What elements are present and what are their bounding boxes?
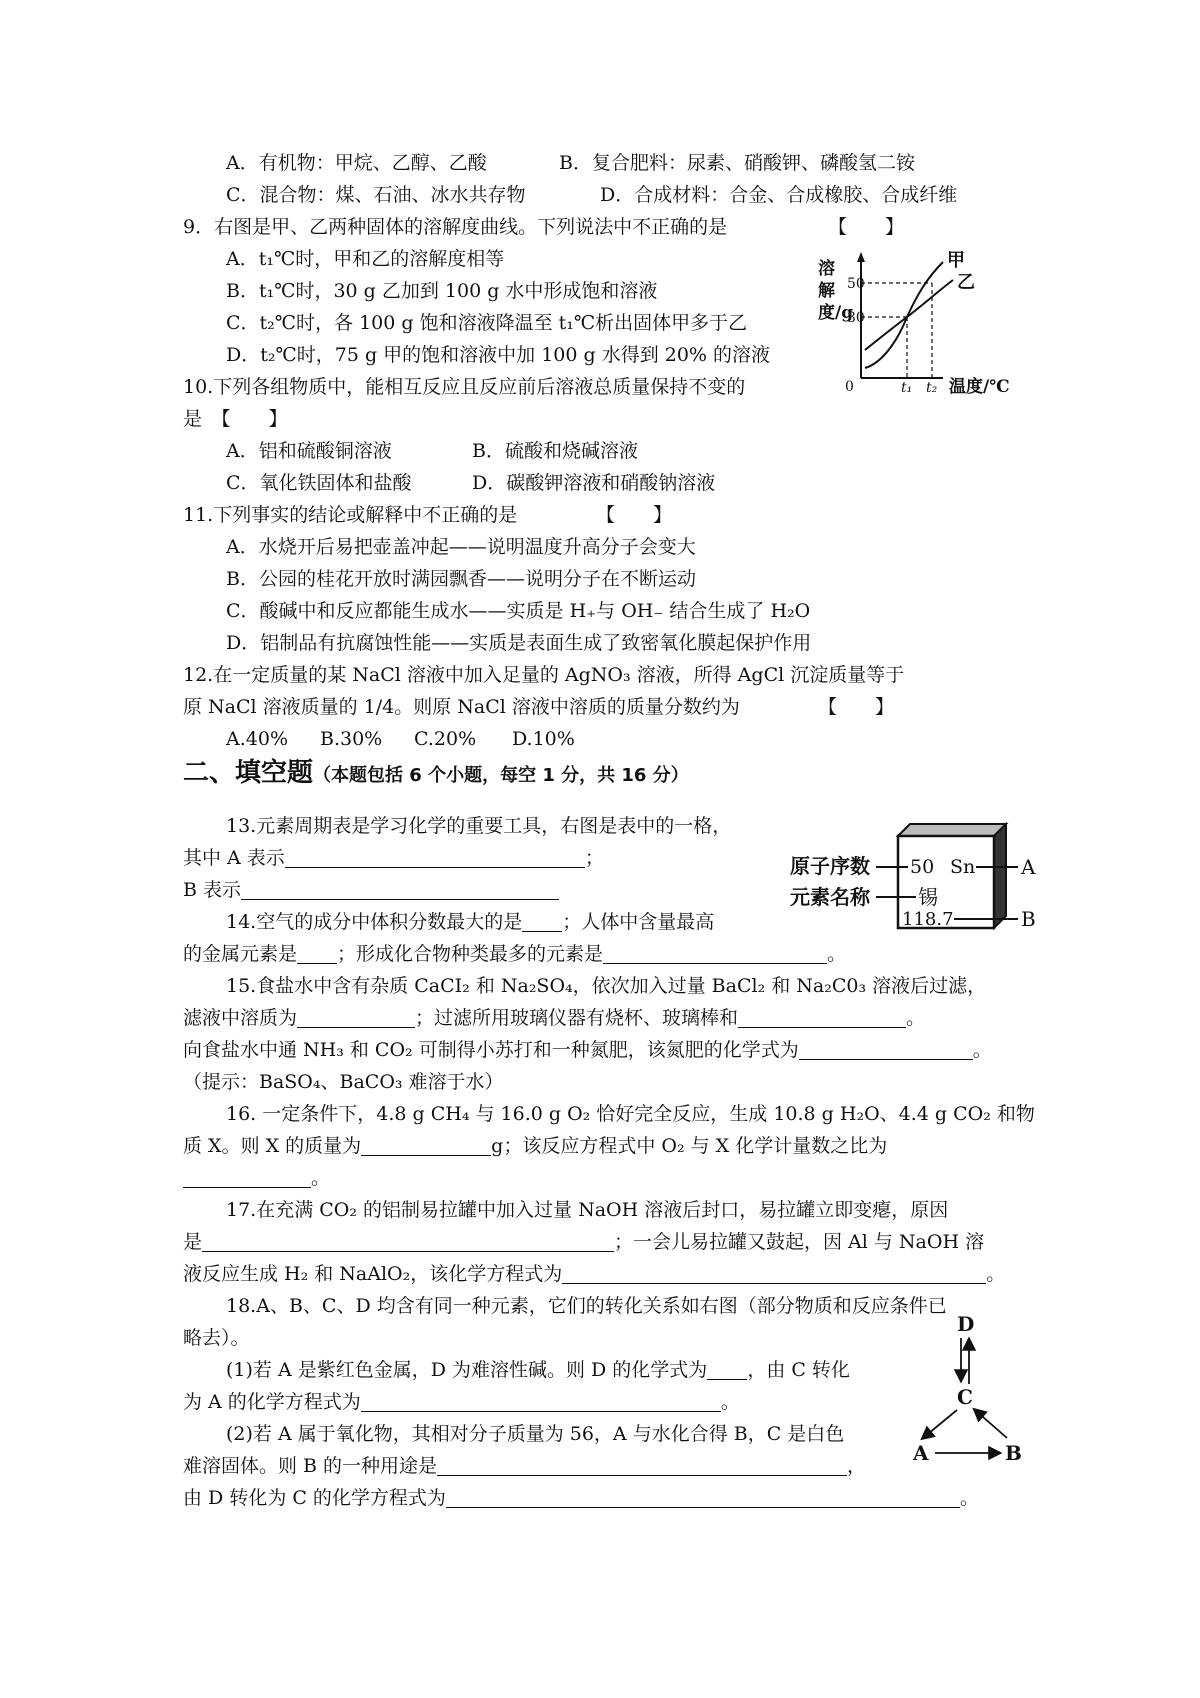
q18-part1-mid: ，由 C 转化 — [747, 1359, 850, 1381]
q15-line-3 — [183, 1035, 992, 1065]
q17-blank-2[interactable] — [562, 1263, 986, 1284]
curve-label-jia: 甲 — [947, 250, 965, 271]
x-tick-t2: t₂ — [926, 380, 938, 395]
q8-option-c: C．混合物：煤、石油、冰水共存物 — [226, 184, 526, 206]
q9-stem — [183, 212, 727, 242]
q17-line-2-text: 是 — [183, 1231, 203, 1253]
q14-line-2-end: 。 — [827, 943, 847, 965]
q15-line-2-mid: ；过滤所用玻璃仪器有烧杯、玻璃棒和 — [415, 1007, 739, 1029]
q18-part1-line-2-end: 。 — [720, 1391, 740, 1413]
q13-line-2-end: ； — [584, 847, 604, 869]
q15-line-3-text: 向食盐水中通 NH₃ 和 CO₂ 可制得小苏打和一种氮肥，该氮肥的化学式为 — [183, 1039, 799, 1061]
origin-label: 0 — [845, 379, 854, 395]
q12-stem-2: 原 NaCl 溶液质量的 1/4。则原 NaCl 溶液中溶质的质量分数约为 — [183, 696, 740, 718]
q14-blank-3[interactable] — [603, 943, 827, 964]
q17-line-2-mid: ；一会儿易拉罐又鼓起，因 Al 与 NaOH 溶 — [614, 1231, 985, 1253]
arrow-c-to-a — [923, 1410, 957, 1438]
y-tick-30: 30 — [847, 310, 865, 326]
q10-option-a: A．铝和硫酸铜溶液 — [226, 440, 392, 462]
y-axis-arrow-icon — [857, 252, 865, 262]
q18-part2-line-3-end: 。 — [959, 1487, 979, 1509]
q12-option-a: A.40% — [226, 728, 288, 750]
q18-part1-line-2 — [183, 1387, 740, 1417]
q18-part1-line-2-text: 为 A 的化学方程式为 — [183, 1391, 361, 1413]
q14-line-1 — [226, 907, 714, 937]
node-d: D — [957, 1312, 975, 1336]
q17-line-2 — [183, 1227, 984, 1257]
y-tick-50: 50 — [847, 276, 865, 292]
q8-option-a: A．有机物：甲烷、乙醇、乙酸 — [226, 152, 487, 174]
cell-name: 锡 — [918, 885, 938, 909]
q18-part1-text: (1)若 A 是紫红色金属，D 为难溶性碱。则 D 的化学式为 — [226, 1359, 708, 1381]
q15-hint: （提示：BaSO₄、BaCO₃ 难溶于水） — [183, 1071, 504, 1093]
q18-part2-line-3 — [183, 1483, 979, 1513]
q12-options — [226, 724, 575, 754]
cell-number: 50 — [910, 856, 935, 878]
q11-stem — [183, 500, 517, 530]
q15-line-2 — [183, 1003, 925, 1033]
q11-answer-bracket: 【 】 — [596, 504, 673, 526]
section-note: （本题包括 6 个小题，每空 1 分，共 16 分） — [313, 765, 689, 786]
q16-blank-1[interactable] — [361, 1135, 491, 1156]
q16-line-2-text: 质 X。则 X 的质量为 — [183, 1135, 362, 1157]
node-c: C — [957, 1385, 973, 1409]
q13-line-2 — [183, 843, 604, 873]
q13-line-1: 13.元素周期表是学习化学的重要工具，右图是表中的一格， — [226, 815, 732, 837]
q10-stem-1: 10.下列各组物质中，能相互反应且反应前后溶液总质量保持不变的 — [183, 376, 746, 398]
q17-line-3-end: 。 — [986, 1263, 1006, 1285]
q18-part2-line-2-text: 难溶固体。则 B 的一种用途是 — [183, 1455, 438, 1477]
q18-line-1: 18.A、B、C、D 均含有同一种元素，它们的转化关系如右图（部分物质和反应条件已 — [226, 1295, 947, 1317]
q18-blank-1[interactable] — [707, 1359, 747, 1380]
q18-part2-line-2 — [183, 1451, 866, 1481]
q10-option-d: D．碳酸钾溶液和硝酸钠溶液 — [472, 472, 716, 494]
cell-top-face — [898, 824, 1006, 836]
q15-blank-2[interactable] — [738, 1007, 906, 1028]
q12-answer-bracket: 【 】 — [818, 696, 895, 718]
q14-line-2-text: 的金属元素是 — [183, 943, 298, 965]
x-tick-t1: t₁ — [901, 380, 913, 395]
node-a: A — [913, 1441, 929, 1465]
q18-part2-line-2-end: ， — [847, 1455, 867, 1477]
q12-option-c: C.20% — [414, 728, 477, 750]
q9-option-c: C．t₂℃时，各 100 g 饱和溶液降温至 t₁℃析出固体甲多于乙 — [226, 312, 748, 334]
curve-label-yi: 乙 — [957, 272, 975, 293]
y-axis-label: 溶解度/g — [818, 259, 854, 323]
q13-line-3 — [183, 875, 559, 905]
q14-line-1-mid: ；人体中含量最高 — [562, 911, 715, 933]
q10-stem-2-text: 是 — [183, 408, 203, 430]
mark-b: B — [1021, 907, 1036, 931]
q15-blank-3[interactable] — [799, 1039, 973, 1060]
section-heading — [183, 752, 689, 789]
q9-stem-text: 9．右图是甲、乙两种固体的溶解度曲线。下列说法中不正确的是 — [183, 216, 728, 238]
q18-line-2: 略去）。 — [183, 1327, 250, 1349]
q8-row-cd — [226, 180, 957, 210]
curve-yi — [865, 280, 953, 350]
q15-line-3-end: 。 — [972, 1039, 992, 1061]
q17-line-1: 17.在充满 CO₂ 的铝制易拉罐中加入过量 NaOH 溶液后封口，易拉罐立即变瘪，原因 — [226, 1199, 949, 1221]
q11-option-a: A．水烧开后易把壶盖冲起——说明温度升高分子会变大 — [226, 536, 696, 558]
x-axis-label: 温度/℃ — [949, 377, 1010, 395]
q18-blank-3[interactable] — [437, 1455, 847, 1476]
q9-answer-bracket: 【 】 — [828, 216, 905, 238]
cell-mass: 118.7 — [902, 909, 954, 930]
q12-stem-1: 12.在一定质量的某 NaCl 溶液中加入足量的 AgNO₃ 溶液，所得 AgCl 沉淀质量等于 — [183, 664, 905, 686]
curve-jia — [865, 262, 943, 368]
q9-option-b: B．t₁℃时，30 g 乙加到 100 g 水中形成饱和溶液 — [226, 280, 658, 302]
q13-blank-a[interactable] — [285, 847, 585, 868]
arrow-b-to-c — [975, 1410, 1007, 1438]
q10-row-cd — [226, 468, 715, 498]
q16-line-2 — [183, 1131, 887, 1161]
label-element-name: 元素名称 — [790, 885, 870, 909]
q8-option-b: B．复合肥料：尿素、硝酸钾、磷酸氢二铵 — [559, 152, 915, 174]
q10-option-b: B．硫酸和烧碱溶液 — [472, 440, 638, 462]
q15-line-2-text: 滤液中溶质为 — [183, 1007, 298, 1029]
q16-line-1: 16. 一定条件下，4.8 g CH₄ 与 16.0 g O₂ 恰好完全反应，生成 10.8 g H₂O、4.4 g CO₂ 和物 — [226, 1103, 1035, 1125]
q11-option-b: B．公园的桂花开放时满园飘香——说明分子在不断运动 — [226, 568, 696, 590]
cell-symbol: Sn — [950, 856, 976, 878]
q16-line-3-end: 。 — [311, 1167, 331, 1189]
q17-line-3 — [183, 1259, 1005, 1289]
q15-blank-1[interactable] — [297, 1007, 415, 1028]
q14-line-2-mid: ；形成化合物种类最多的元素是 — [337, 943, 604, 965]
q11-option-d: D．铝制品有抗腐蚀性能——实质是表面生成了致密氧化膜起保护作用 — [226, 632, 812, 654]
q17-line-3-text: 液反应生成 H₂ 和 NaAlO₂，该化学方程式为 — [183, 1263, 563, 1285]
q18-blank-4[interactable] — [446, 1487, 960, 1508]
q13-line-3-text: B 表示 — [183, 879, 242, 901]
q10-stem-2 — [183, 404, 288, 434]
q15-line-2-end: 。 — [906, 1007, 926, 1029]
q8-option-d: D．合成材料：合金、合成橡胶、合成纤维 — [600, 184, 958, 206]
q18-blank-2[interactable] — [361, 1391, 721, 1412]
q17-blank-1[interactable] — [202, 1231, 614, 1252]
q13-line-2-text: 其中 A 表示 — [183, 847, 285, 869]
q11-option-c: C．酸碱中和反应都能生成水——实质是 H₊与 OH₋ 结合生成了 H₂O — [226, 600, 811, 622]
q16-line-3 — [183, 1163, 330, 1193]
q10-answer-bracket: 【 】 — [221, 408, 288, 430]
q13-blank-b[interactable] — [241, 879, 559, 900]
node-b: B — [1005, 1441, 1022, 1465]
q9-option-d: D．t₂℃时，75 g 甲的饱和溶液中加 100 g 水得到 20% 的溶液 — [226, 344, 771, 366]
label-atomic-number: 原子序数 — [790, 854, 870, 878]
conversion-diagram — [905, 1310, 1025, 1470]
q11-stem-text: 11.下列事实的结论或解释中不正确的是 — [183, 504, 518, 526]
q18-part2-line-1: (2)若 A 属于氧化物，其相对分子质量为 56，A 与水化合得 B，C 是白色 — [226, 1423, 845, 1445]
q14-line-1-text: 14.空气的成分中体积分数最大的是 — [226, 911, 523, 933]
q18-part2-line-3-text: 由 D 转化为 C 的化学方程式为 — [183, 1487, 446, 1509]
section-title: 二、填空题 — [183, 758, 314, 788]
q15-line-1: 15.食盐水中含有杂质 CaCI₂ 和 Na₂SO₄，依次加入过量 BaCl₂ 和 Na₂C0₃ 溶液后过滤， — [226, 975, 987, 997]
q8-row-ab — [226, 148, 915, 178]
q16-line-2-mid: g；该反应方程式中 O₂ 与 X 化学计量数之比为 — [491, 1135, 888, 1157]
q10-option-c: C．氧化铁固体和盐酸 — [226, 472, 412, 494]
q9-option-a: A．t₁℃时，甲和乙的溶解度相等 — [226, 248, 505, 270]
cell-side-face — [994, 824, 1006, 928]
q18-part1-line-1 — [226, 1355, 850, 1385]
q12-option-d: D.10% — [512, 728, 575, 750]
mark-a: A — [1021, 855, 1036, 879]
q12-option-b: B.30% — [320, 728, 383, 750]
q10-row-ab — [226, 436, 638, 466]
q16-blank-2[interactable] — [183, 1167, 311, 1188]
periodic-cell-figure — [790, 820, 1040, 935]
q14-blank-1[interactable] — [522, 911, 562, 932]
q14-line-2 — [183, 939, 846, 969]
q14-blank-2[interactable] — [297, 943, 337, 964]
